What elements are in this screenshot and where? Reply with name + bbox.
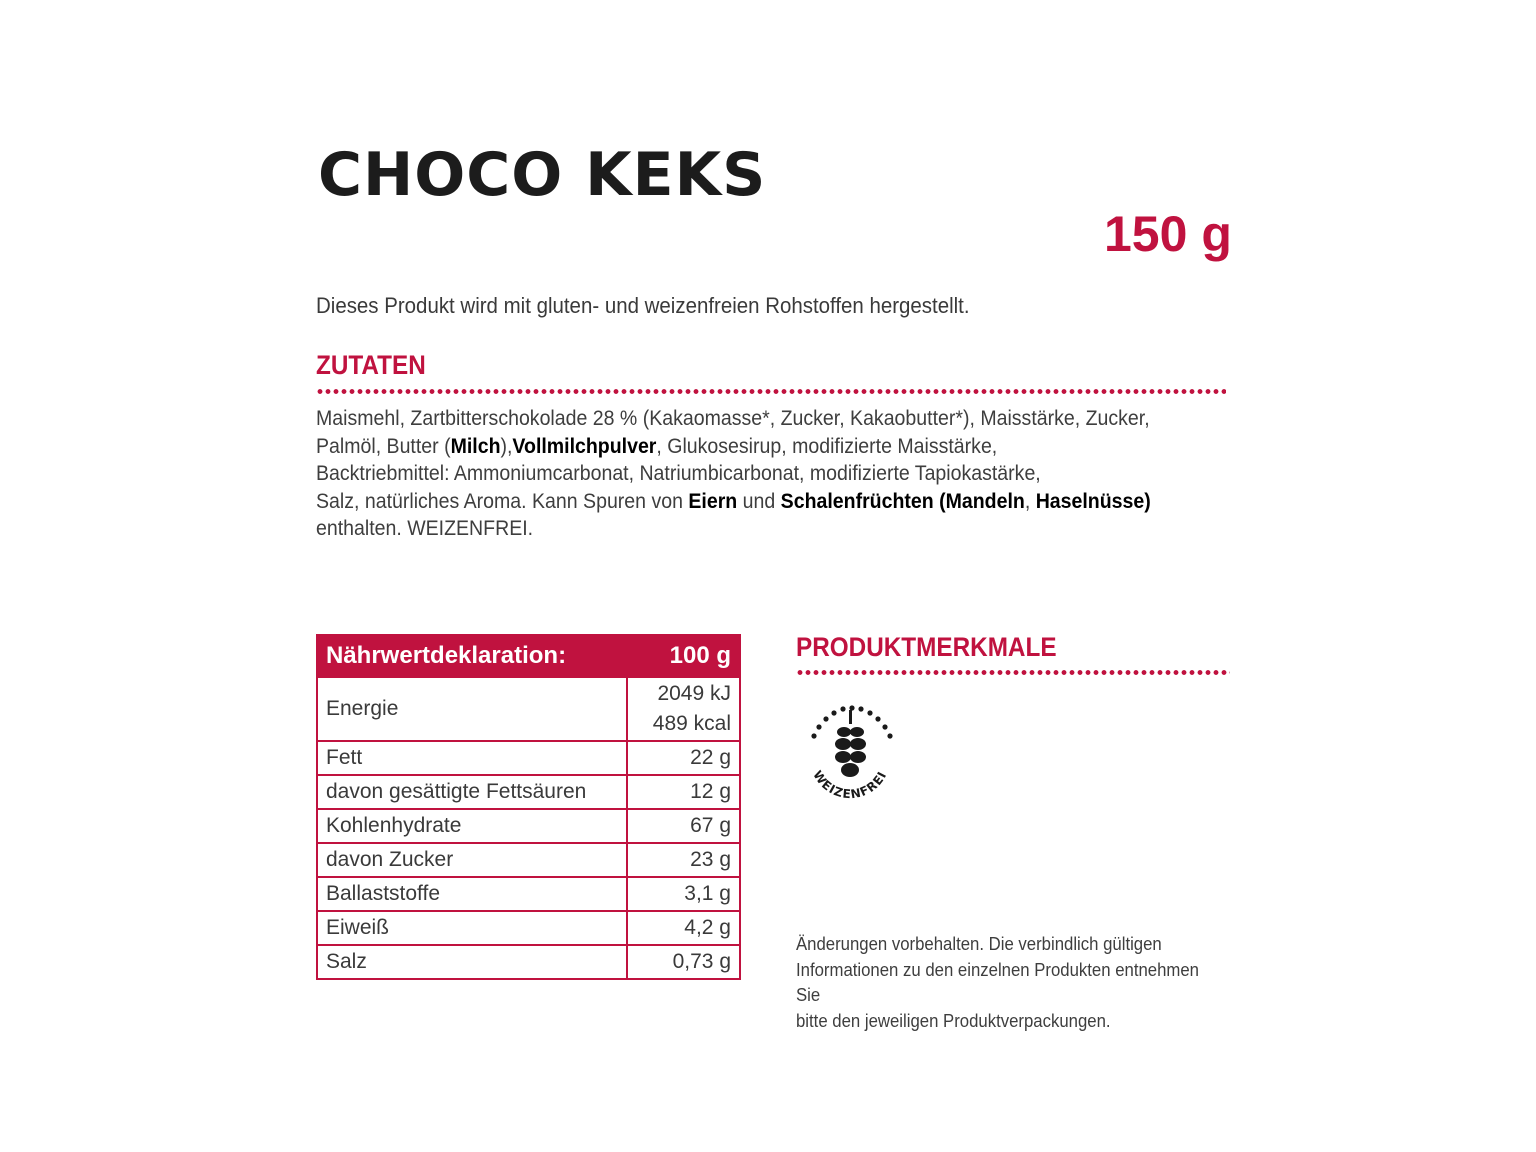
ingredients-line [316,515,1209,543]
allergen-nuts: Schalenfrüchten (Mandeln [780,489,1025,513]
table-row [317,677,740,741]
table-row [317,911,740,945]
nutrient-label: Salz [317,945,627,979]
nutrient-value: 23 g [627,843,740,877]
nutrient-value: 4,2 g [627,911,740,945]
ingredients-divider [316,389,1226,394]
ingredients-text-segment: , Glukosesirup, modifizierte Maisstärke, [656,434,998,458]
allergen-milk-powder: Vollmilchpulver [512,434,657,458]
allergen-eggs: Eiern [688,489,738,513]
ingredients-line [316,460,1209,488]
disclaimer-line: Informationen zu den einzelnen Produkten entnehmen Sie [796,959,1199,1005]
nutrient-value: 3,1 g [627,877,740,911]
nutrient-label: davon Zucker [317,843,627,877]
nutrient-value: 67 g [627,809,740,843]
nutrition-header-label: Nährwertdeklaration: [317,635,627,677]
ingredients-text-segment: und [737,489,781,513]
ingredients-line [316,405,1209,433]
nutrient-label: Kohlenhydrate [317,809,627,843]
disclaimer [796,932,1215,1034]
energy-kcal: 489 kcal [652,712,731,735]
features-divider [796,670,1230,675]
ingredients-heading: ZUTATEN [316,350,426,380]
nutrient-label: Energie [317,677,627,741]
nutrient-label: Ballaststoffe [317,877,627,911]
nutrient-label: Eiweiß [317,911,627,945]
table-row [317,877,740,911]
badge-label: WEIZENFREI [810,768,890,802]
ingredients-text [316,405,1209,543]
ingredients-text-segment: Palmöl, Butter ( [316,434,451,458]
wheat-free-badge [794,696,904,806]
table-row [317,843,740,877]
product-title: CHOCO KEKS [318,140,767,210]
wheat-free-icon [794,696,904,806]
nutrient-value: 12 g [627,775,740,809]
ingredients-text-segment: Maismehl, Zartbitterschokolade 28 % (Kakaomasse*, Zucker, Kakaobutter*), Maisstärke, Zucker, [316,407,1150,430]
ingredients-text-segment: ), [500,434,513,458]
nutrient-value [627,677,740,741]
ingredients-line [316,488,1209,516]
nutrient-label: davon gesättigte Fettsäuren [317,775,627,809]
product-weight: 150 g [1104,206,1232,262]
energy-kj: 2049 kJ [657,682,731,705]
ingredients-text-segment: , [1024,489,1036,513]
nutrition-header-row [317,635,740,677]
nutrient-label: Fett [317,741,627,775]
table-row [317,775,740,809]
table-row [317,809,740,843]
product-intro: Dieses Produkt wird mit gluten- und weizenfreien Rohstoffen hergestellt. [316,293,970,318]
nutrition-header-unit: 100 g [627,635,740,677]
allergen-milk: Milch [450,434,501,458]
ingredients-text-segment: Salz, natürliches Aroma. Kann Spuren von [316,489,689,513]
nutrient-value: 0,73 g [627,945,740,979]
ingredients-text-segment: Backtriebmittel: Ammoniumcarbonat, Natriumbicarbonat, modifizierte Tapiokastärke, [316,462,1041,485]
disclaimer-line: Änderungen vorbehalten. Die verbindlich gültigen [796,934,1162,954]
allergen-hazelnuts: Haselnüsse) [1035,489,1151,513]
nutrition-table [316,634,741,980]
disclaimer-line: bitte den jeweiligen Produktverpackungen. [796,1010,1111,1031]
table-row [317,741,740,775]
features-heading: PRODUKTMERKMALE [796,632,1057,662]
nutrient-value: 22 g [627,741,740,775]
ingredients-line [316,433,1209,461]
ingredients-text-segment: enthalten. WEIZENFREI. [316,517,534,540]
table-row [317,945,740,979]
